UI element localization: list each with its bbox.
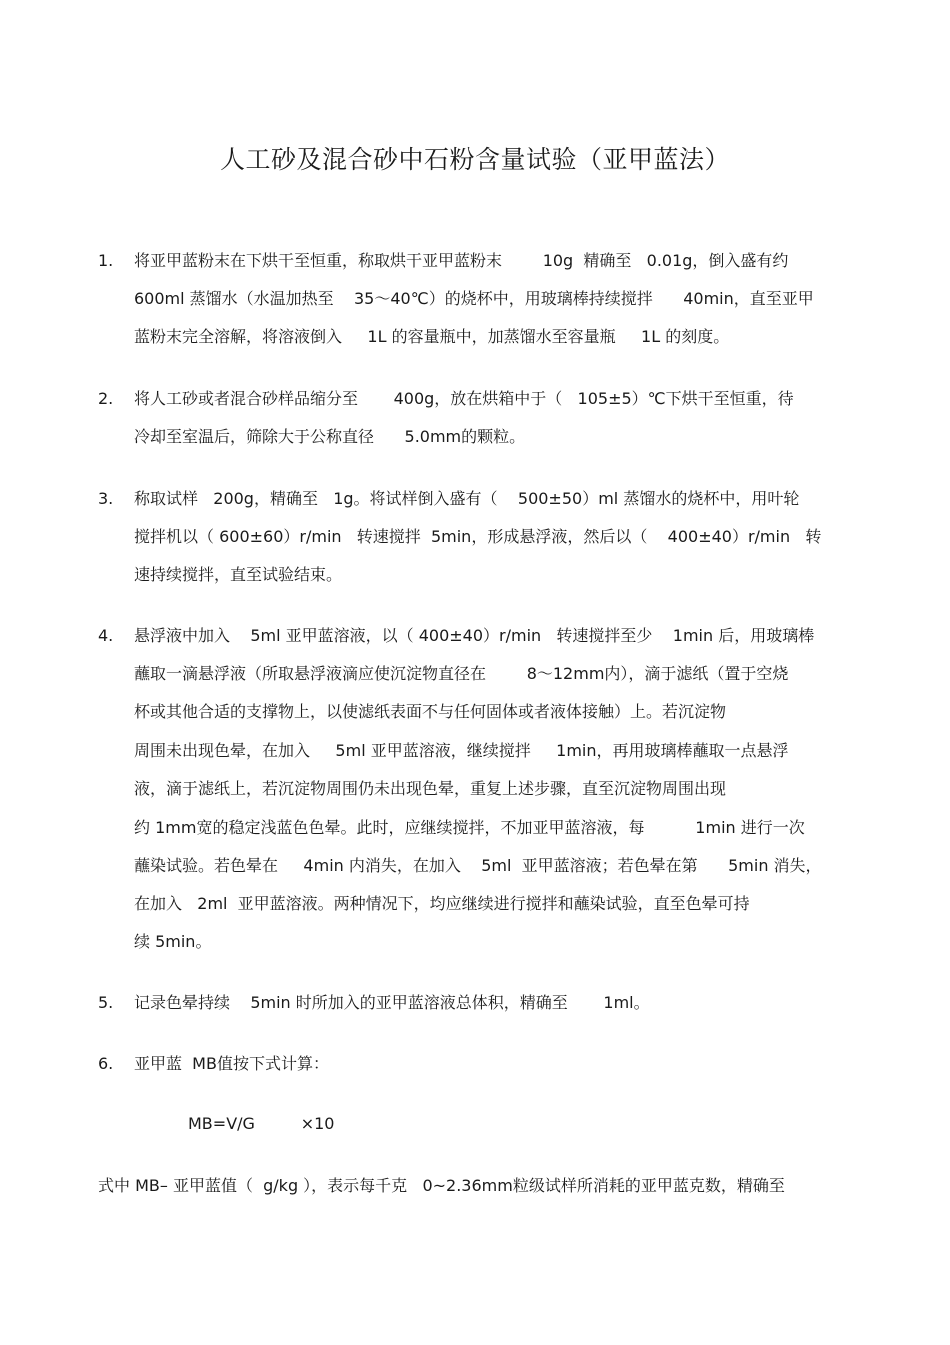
item-2-number: 2. bbox=[98, 389, 114, 408]
item-5-number: 5. bbox=[98, 993, 114, 1012]
item-4-line-9: 续 5min。 bbox=[134, 932, 212, 951]
item-2-line-1: 将人工砂或者混合砂样品缩分至 400g，放在烘箱中于（ 105±5）℃下烘干至恒重，待 bbox=[134, 389, 794, 408]
item-1-number: 1. bbox=[98, 251, 114, 270]
item-4-line-6: 约 1mm宽的稳定浅蓝色色晕。此时，应继续搅拌，不加亚甲蓝溶液，每 1min 进行一次 bbox=[134, 818, 805, 837]
item-6-number: 6. bbox=[98, 1054, 114, 1073]
item-4-line-4: 周围未出现色晕，在加入 5ml 亚甲蓝溶液，继续搅拌 1min，再用玻璃棒蘸取一点悬浮 bbox=[134, 741, 789, 760]
mb-formula: MB=V/G ×10 bbox=[188, 1114, 335, 1133]
item-6-line-1: 亚甲蓝 MB值按下式计算： bbox=[134, 1054, 329, 1073]
item-5-line-1: 记录色晕持续 5min 时所加入的亚甲蓝溶液总体积，精确至 1ml。 bbox=[134, 993, 650, 1012]
item-4-line-7: 蘸染试验。若色晕在 4min 内消失，在加入 5ml 亚甲蓝溶液；若色晕在第 5min 消失， bbox=[134, 856, 822, 875]
item-4-line-5: 液，滴于滤纸上，若沉淀物周围仍未出现色晕，重复上述步骤，直至沉淀物周围出现 bbox=[134, 779, 727, 798]
item-4-line-3: 杯或其他合适的支撑物上，以使滤纸表面不与任何固体或者液体接触）上。若沉淀物 bbox=[134, 702, 727, 721]
item-3-line-3: 速持续搅拌，直至试验结束。 bbox=[134, 565, 343, 584]
item-4-number: 4. bbox=[98, 626, 114, 645]
item-4-line-2: 蘸取一滴悬浮液（所取悬浮液滴应使沉淀物直径在 8～12mm内），滴于滤纸（置于空烧 bbox=[134, 664, 789, 683]
item-2-line-2: 冷却至室温后，筛除大于公称直径 5.0mm的颗粒。 bbox=[134, 427, 526, 446]
formula-definition-line: 式中 MB– 亚甲蓝值（ g/kg ），表示每千克 0~2.36mm粒级试样所消耗的亚甲蓝克数，精确至 bbox=[98, 1176, 785, 1195]
item-4-line-1: 悬浮液中加入 5ml 亚甲蓝溶液，以（ 400±40）r/min 转速搅拌至少 1min 后，用玻璃棒 bbox=[134, 626, 815, 645]
item-1-line-3: 蓝粉末完全溶解，将溶液倒入 1L 的容量瓶中，加蒸馏水至容量瓶 1L 的刻度。 bbox=[134, 327, 730, 346]
item-3-number: 3. bbox=[98, 489, 114, 508]
item-4-line-8: 在加入 2ml 亚甲蓝溶液。两种情况下，均应继续进行搅拌和蘸染试验，直至色晕可持 bbox=[134, 894, 750, 913]
page-title: 人工砂及混合砂中石粉含量试验（亚甲蓝法） bbox=[219, 145, 730, 174]
item-1-line-1: 将亚甲蓝粉末在下烘干至恒重，称取烘干亚甲蓝粉末 10g 精确至 0.01g，倒入盛有约 bbox=[134, 251, 789, 270]
item-3-line-2: 搅拌机以（ 600±60）r/min 转速搅拌 5min，形成悬浮液，然后以（ 400±40）r/min 转 bbox=[134, 527, 822, 546]
item-3-line-1: 称取试样 200g，精确至 1g。将试样倒入盛有（ 500±50）ml 蒸馏水的烧杯中，用叶轮 bbox=[134, 489, 800, 508]
item-1-line-2: 600ml 蒸馏水（水温加热至 35～40℃）的烧杯中，用玻璃棒持续搅拌 40min，直至亚甲 bbox=[134, 289, 814, 308]
